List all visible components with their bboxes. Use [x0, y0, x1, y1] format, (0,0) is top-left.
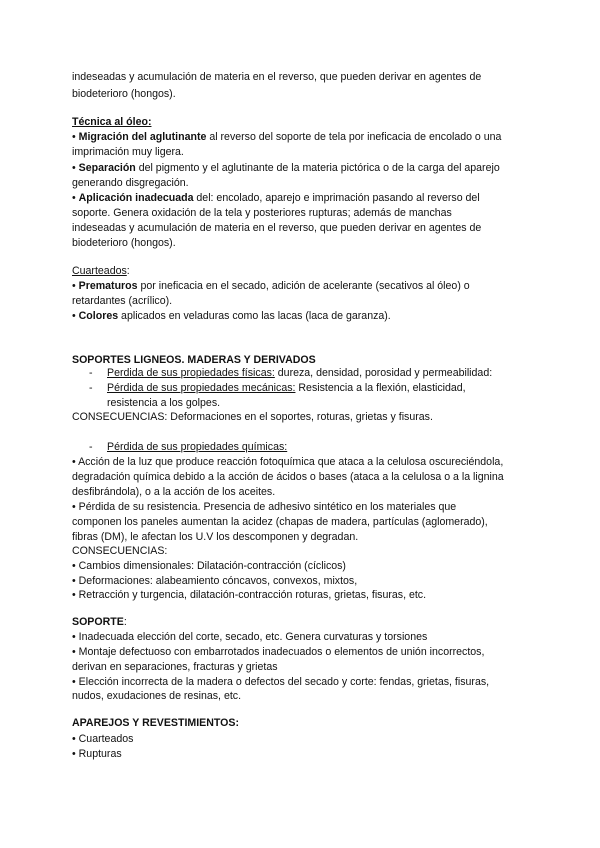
oleo-item-cont: biodeterioro (hongos). — [72, 237, 176, 249]
resistencia-line: • Pérdida de su resistencia. Presencia de adhesivo sintético en los materiales que — [72, 501, 457, 513]
consecuencia-item: • Deformaciones: alabeamiento cóncavos, convexos, mixtos, — [72, 575, 358, 587]
consecuencia-item: • Retracción y turgencia, dilatación-contracción roturas, grietas, fisuras, etc. — [72, 589, 427, 601]
soporte-line: • Elección incorrecta de la madera o defectos del secado y corte: fendas, grietas, fisuras, — [72, 676, 490, 688]
oleo-heading: Técnica al óleo: — [72, 116, 152, 128]
consecuencia-item: • Cambios dimensionales: Dilatación-contracción (cíclicos) — [72, 560, 346, 572]
cuarteados-item: • Prematuros por ineficacia en el secado, adición de acelerante (secativos al óleo) o — [72, 280, 470, 292]
soporte-heading: SOPORTE: — [72, 616, 127, 628]
propiedades-mecanicas: Pérdida de sus propiedades mecánicas: Resistencia a la flexión, elasticidad, — [107, 382, 466, 394]
luz-line: • Acción de la luz que produce reacción fotoquímica que ataca a la celulosa oscureciéndola, — [72, 456, 504, 468]
list-dash: - — [89, 441, 93, 453]
consecuencias-label: CONSECUENCIAS: — [72, 545, 168, 557]
list-dash: - — [89, 382, 93, 394]
aparejos-item: • Cuarteados — [72, 733, 134, 745]
oleo-item-cont: imprimación muy ligera. — [72, 146, 184, 158]
cuarteados-heading: Cuarteados: — [72, 265, 130, 277]
resistencia-line: componen los paneles aumentan la acidez (chapas de madera, partículas (aglomerado), — [72, 516, 488, 528]
aparejos-heading: APAREJOS Y REVESTIMIENTOS: — [72, 717, 239, 729]
lignos-heading: SOPORTES LIGNEOS. MADERAS Y DERIVADOS — [72, 354, 316, 366]
oleo-item: • Aplicación inadecuada del: encolado, aparejo e imprimación pasando al reverso del — [72, 192, 480, 204]
intro-line: biodeterioro (hongos). — [72, 88, 176, 100]
soporte-line: • Montaje defectuoso con embarrotados inadecuados o elementos de unión incorrectos, — [72, 646, 485, 658]
propiedades-quimicas: Pérdida de sus propiedades químicas: — [107, 441, 288, 453]
aparejos-item: • Rupturas — [72, 748, 122, 760]
propiedades-fisicas: Perdida de sus propiedades físicas: dureza, densidad, porosidad y permeabilidad: — [107, 367, 493, 379]
resistencia-line: fibras (DM), le afectan los U.V los descomponen y degradan. — [72, 531, 359, 543]
cuarteados-item: • Colores aplicados en veladuras como las lacas (laca de garanza). — [72, 310, 391, 322]
luz-line: desfibrándola), o a la acción de los aceites. — [72, 486, 276, 498]
luz-line: degradación química debido a la acción de ácidos o bases (ataca a la celulosa o a la lignina — [72, 471, 504, 483]
oleo-item-cont: indeseadas y acumulación de materia en el reverso, que pueden derivar en agentes de — [72, 222, 482, 234]
soporte-line: nudos, exudaciones de resinas, etc. — [72, 690, 242, 702]
intro-line: indeseadas y acumulación de materia en el reverso, que pueden derivar en agentes de — [72, 71, 482, 83]
oleo-item: • Migración del aglutinante al reverso del soporte de tela por ineficacia de encolado o una — [72, 131, 502, 143]
cuarteados-item-cont: retardantes (acrílico). — [72, 295, 173, 307]
consecuencias-line: CONSECUENCIAS: Deformaciones en el soportes, roturas, grietas y fisuras. — [72, 411, 433, 423]
oleo-item: • Separación del pigmento y el aglutinante de la materia pictórica o de la carga del aparejo — [72, 162, 500, 174]
oleo-item-cont: soporte. Genera oxidación de la tela y posteriores rupturas; además de manchas — [72, 207, 452, 219]
soporte-line: • Inadecuada elección del corte, secado, etc. Genera curvaturas y torsiones — [72, 631, 428, 643]
oleo-item-cont: generando disgregación. — [72, 177, 189, 189]
list-dash: - — [89, 367, 93, 379]
propiedades-mecanicas-cont: resistencia a los golpes. — [107, 397, 221, 409]
soporte-line: derivan en separaciones, fracturas y grietas — [72, 661, 278, 673]
